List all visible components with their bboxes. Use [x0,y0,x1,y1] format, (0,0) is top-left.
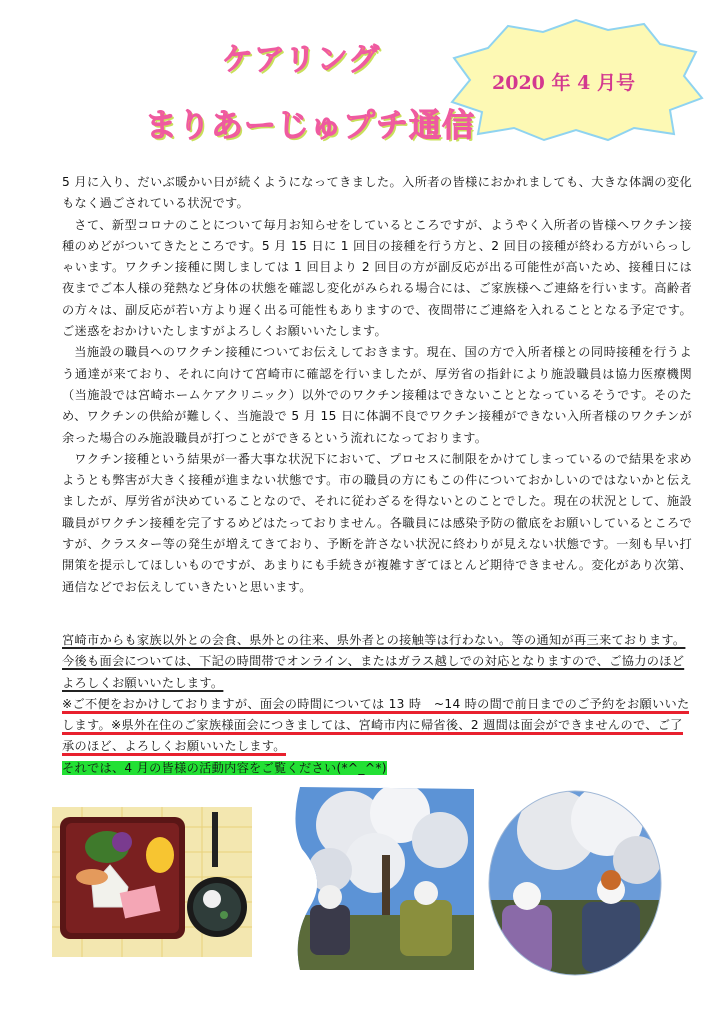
visitation-notice [62,630,692,779]
newsletter-body [62,172,692,598]
activity-highlight-text: それでは、4 月の皆様の活動内容をご覧ください(*^_^*) [62,760,387,775]
newsletter-title-line1: ケアリング [222,42,381,78]
meal-tray-photo [52,807,252,957]
paragraph-vaccine-staff: 当施設の職員へのワクチン接種についてお伝えしておきます。現在、国の方で入所者様との同時接種を行うよう通達が来ており、それに向けて宮崎市に確認を行いましたが、厚労省の指針により施設職員は協力医療機関（当施設では宮崎ホームケアクリニック）以外でのワクチン接種はできないこととなっているそうです。そのため、ワクチンの供給が難しく、当施設で 5 月 15 日に体調不良でワクチン接種ができない入所者様のワクチンが余った場合のみ施設職員が打つことができるという流れになっております。 [62,345,692,445]
paragraph-vaccine-residents: さて、新型コロナのことについて毎月お知らせをしているところですが、ようやく入所者の皆様へワクチン接種のめどがついてきたところです。5 月 15 日に 1 回目の接種を行う方と、2 回目の接種が終わる方がいらっしゃいます。ワクチン接種に関しましては 1 回目より 2 回目の方が副反応が出る可能性が高いため、接種日には夜までご本人様の発熱など身体の状態を確認し変化がみられる場合には、ご家族様へご連絡を行います。高齢者の方々は、副反応が若い方より遅く出る可能性もありますので、夜間帯にご連絡を入れることとなる予定です。ご迷惑をおかけいたしますがよろしくお願いいたします。 [62,217,692,339]
issue-date: 2020 年 4 月号 [492,72,635,94]
paragraph-situation: ワクチン接種という結果が一番大事な状況下において、プロセスに制限をかけてしまっているので結果を求めようとも弊害が大きく接種が進まない状態です。市の職員の方にもこの件についておかしいのではないかと伝えましたが、厚労省が決めていることなので、それに従わざるを得ないとのことでした。現在の状況として、施設職員がワクチン接種を完了するめどはたっておりません。各職員には感染予防の徹底をお願いしているところですが、クラスター等の発生が増えてきており、予断を許さない状況に終わりが見えない状態です。一刻も早い打開策を提示してほしいものですが、あまりにも手続きが複雑すぎてほとんど期待できません。変化があり次第、通信などでお伝えしていきたいと思います。 [62,451,692,594]
notice-underlined-text: 宮崎市からも家族以外との会食、県外との往来、県外者との接触等は行わない。等の通知が再三来ております。今後も面会については、下記の時間帯でオンライン、またはガラス越しでの対応となりますので、ご協力のほどよろしくお願いいたします。 [62,633,686,690]
newsletter-title-line2: まりあーじゅプチ通信 [145,106,476,144]
flowering-tree-photo [290,785,476,970]
notice-red-underlined-text: ※ご不便をおかけしておりますが、面会の時間については 13 時 ~14 時の間で前日までのご予約をお願いいたします。※県外在住のご家族様面会につきましては、宮崎市内に帰省後、2 週間は面会ができませんので、ご了承のほど、よろしくお願いいたします。 [62,697,689,757]
residents-oval-photo [487,790,663,976]
paragraph-intro: 5 月に入り、だいぶ暖かい日が続くようになってきました。入所者の皆様におかれましても、大きな体調の変化もなく過ごされている状況です。 [62,175,692,211]
